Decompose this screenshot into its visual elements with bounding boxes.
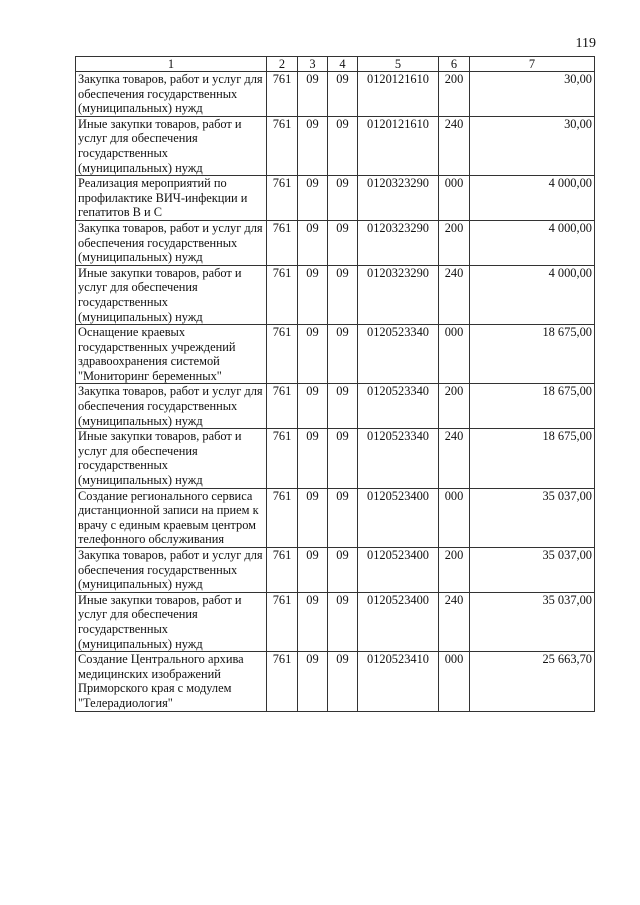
row-name-cell: Закупка товаров, работ и услуг для обеспечения государственных (муниципальных) нужд [76, 72, 267, 117]
row-subsection-cell: 09 [328, 592, 358, 651]
table-row [76, 652, 595, 711]
row-section-cell: 09 [298, 220, 328, 265]
table-header-row [76, 57, 595, 72]
table-row [76, 220, 595, 265]
row-expense-type-cell: 000 [439, 488, 470, 547]
row-expense-type-cell: 240 [439, 265, 470, 324]
row-amount-cell: 4 000,00 [470, 220, 595, 265]
row-admin-code-cell: 761 [267, 325, 298, 384]
row-subsection-cell: 09 [328, 548, 358, 593]
row-target-article-cell: 0120523400 [358, 548, 439, 593]
row-admin-code-cell: 761 [267, 220, 298, 265]
row-name-cell: Иные закупки товаров, работ и услуг для обеспечения государственных (муниципальных) нужд [76, 592, 267, 651]
row-target-article-cell: 0120523400 [358, 488, 439, 547]
row-admin-code-cell: 761 [267, 116, 298, 175]
table-row [76, 592, 595, 651]
row-subsection-cell: 09 [328, 176, 358, 221]
row-amount-cell: 4 000,00 [470, 265, 595, 324]
row-section-cell: 09 [298, 488, 328, 547]
row-expense-type-cell: 200 [439, 548, 470, 593]
row-amount-cell: 35 037,00 [470, 488, 595, 547]
row-amount-cell: 18 675,00 [470, 429, 595, 488]
row-section-cell: 09 [298, 592, 328, 651]
column-header: 1 [76, 57, 267, 72]
row-expense-type-cell: 200 [439, 384, 470, 429]
row-expense-type-cell: 000 [439, 652, 470, 711]
column-header: 3 [298, 57, 328, 72]
row-expense-type-cell: 240 [439, 116, 470, 175]
row-expense-type-cell: 240 [439, 429, 470, 488]
row-name-cell: Иные закупки товаров, работ и услуг для обеспечения государственных (муниципальных) нужд [76, 265, 267, 324]
row-admin-code-cell: 761 [267, 429, 298, 488]
column-header: 2 [267, 57, 298, 72]
row-subsection-cell: 09 [328, 488, 358, 547]
row-admin-code-cell: 761 [267, 72, 298, 117]
row-section-cell: 09 [298, 652, 328, 711]
row-amount-cell: 18 675,00 [470, 325, 595, 384]
budget-table [75, 56, 595, 712]
row-target-article-cell: 0120523410 [358, 652, 439, 711]
row-section-cell: 09 [298, 116, 328, 175]
row-amount-cell: 25 663,70 [470, 652, 595, 711]
row-admin-code-cell: 761 [267, 265, 298, 324]
row-amount-cell: 30,00 [470, 116, 595, 175]
row-name-cell: Иные закупки товаров, работ и услуг для обеспечения государственных (муниципальных) нужд [76, 116, 267, 175]
table-row [76, 325, 595, 384]
table-body [76, 72, 595, 712]
row-subsection-cell: 09 [328, 220, 358, 265]
row-target-article-cell: 0120121610 [358, 116, 439, 175]
row-section-cell: 09 [298, 325, 328, 384]
row-section-cell: 09 [298, 176, 328, 221]
row-subsection-cell: 09 [328, 429, 358, 488]
row-target-article-cell: 0120121610 [358, 72, 439, 117]
row-amount-cell: 35 037,00 [470, 592, 595, 651]
row-name-cell: Оснащение краевых государственных учреждений здравоохранения системой "Мониторинг беременных" [76, 325, 267, 384]
row-admin-code-cell: 761 [267, 548, 298, 593]
row-target-article-cell: 0120523340 [358, 325, 439, 384]
row-admin-code-cell: 761 [267, 652, 298, 711]
table-row [76, 548, 595, 593]
row-name-cell: Закупка товаров, работ и услуг для обеспечения государственных (муниципальных) нужд [76, 220, 267, 265]
row-name-cell: Создание регионального сервиса дистанционной записи на прием к врачу с единым краевым центром телефонного обслуживания [76, 488, 267, 547]
row-subsection-cell: 09 [328, 325, 358, 384]
table-row [76, 72, 595, 117]
row-subsection-cell: 09 [328, 116, 358, 175]
row-admin-code-cell: 761 [267, 384, 298, 429]
column-header: 5 [358, 57, 439, 72]
row-subsection-cell: 09 [328, 72, 358, 117]
row-target-article-cell: 0120323290 [358, 265, 439, 324]
page-number: 119 [575, 36, 596, 51]
column-header: 7 [470, 57, 595, 72]
row-admin-code-cell: 761 [267, 488, 298, 547]
row-target-article-cell: 0120523340 [358, 429, 439, 488]
row-subsection-cell: 09 [328, 652, 358, 711]
row-target-article-cell: 0120323290 [358, 176, 439, 221]
row-admin-code-cell: 761 [267, 176, 298, 221]
row-expense-type-cell: 240 [439, 592, 470, 651]
row-name-cell: Закупка товаров, работ и услуг для обеспечения государственных (муниципальных) нужд [76, 548, 267, 593]
row-amount-cell: 18 675,00 [470, 384, 595, 429]
column-header: 4 [328, 57, 358, 72]
table-row [76, 176, 595, 221]
row-target-article-cell: 0120523400 [358, 592, 439, 651]
row-admin-code-cell: 761 [267, 592, 298, 651]
table-row [76, 488, 595, 547]
row-amount-cell: 30,00 [470, 72, 595, 117]
table-row [76, 265, 595, 324]
table-row [76, 429, 595, 488]
row-name-cell: Реализация мероприятий по профилактике ВИЧ-инфекции и гепатитов В и С [76, 176, 267, 221]
row-section-cell: 09 [298, 72, 328, 117]
row-name-cell: Закупка товаров, работ и услуг для обеспечения государственных (муниципальных) нужд [76, 384, 267, 429]
row-expense-type-cell: 200 [439, 72, 470, 117]
row-section-cell: 09 [298, 384, 328, 429]
column-header: 6 [439, 57, 470, 72]
row-expense-type-cell: 200 [439, 220, 470, 265]
row-expense-type-cell: 000 [439, 325, 470, 384]
row-subsection-cell: 09 [328, 265, 358, 324]
table-row [76, 116, 595, 175]
row-section-cell: 09 [298, 429, 328, 488]
row-subsection-cell: 09 [328, 384, 358, 429]
row-target-article-cell: 0120323290 [358, 220, 439, 265]
row-section-cell: 09 [298, 548, 328, 593]
table-row [76, 384, 595, 429]
row-section-cell: 09 [298, 265, 328, 324]
row-name-cell: Иные закупки товаров, работ и услуг для обеспечения государственных (муниципальных) нужд [76, 429, 267, 488]
row-expense-type-cell: 000 [439, 176, 470, 221]
row-target-article-cell: 0120523340 [358, 384, 439, 429]
row-amount-cell: 35 037,00 [470, 548, 595, 593]
row-amount-cell: 4 000,00 [470, 176, 595, 221]
row-name-cell: Создание Центрального архива медицинских изображений Приморского края с модулем "Телерадиология" [76, 652, 267, 711]
